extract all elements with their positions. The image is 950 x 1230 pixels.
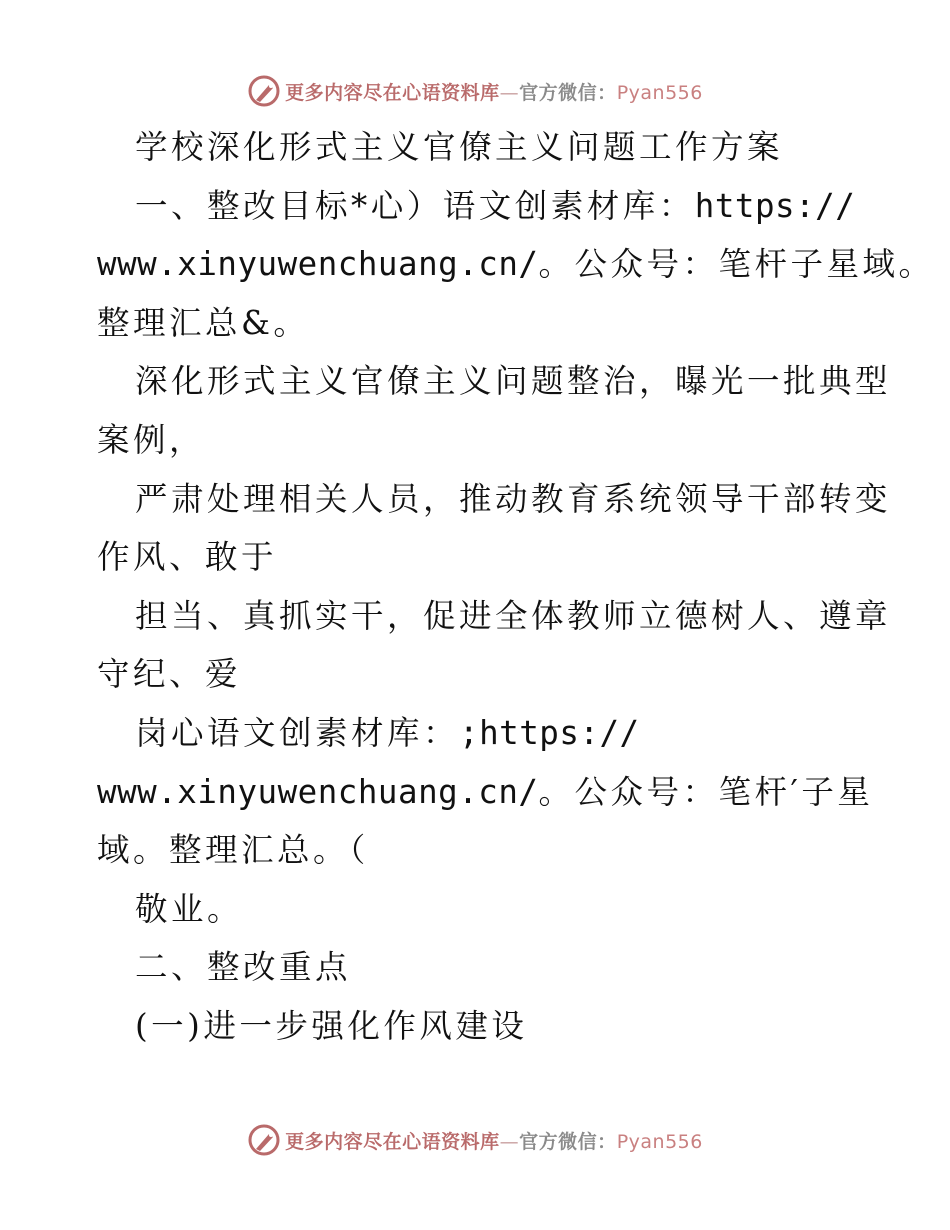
line-text: (一)进一步强化作风建设: [135, 1006, 528, 1045]
text-line: [97, 997, 857, 1056]
text-line: [97, 880, 857, 939]
text-line: [97, 528, 857, 587]
footer-watermark-banner: [0, 1120, 950, 1160]
watermark-dash: —: [499, 1130, 520, 1153]
text-line: [97, 645, 857, 704]
line-text: 案例，: [97, 420, 206, 459]
line-text: 担当、真抓实干，促进全体教师立德树人、遵章: [135, 596, 892, 635]
document-body: [97, 118, 935, 1056]
line-text: 深化形式主义官僚主义问题整治，曝光一批典型: [135, 362, 892, 401]
watermark-main-text: 更多内容尽在心语资料库: [285, 1130, 500, 1153]
text-line: [97, 352, 892, 411]
url-text: www.xinyuwenchuang.cn/: [97, 245, 539, 284]
watermark-wechat-label: 官方微信：: [519, 81, 617, 104]
url-text: ;https://: [459, 713, 640, 752]
line-text: 二、整改重点: [135, 948, 352, 987]
line-text: 整理汇总&。: [97, 303, 310, 342]
line-text: 敬业。: [135, 889, 244, 928]
header-watermark-banner: [0, 71, 950, 111]
text-line: [97, 294, 857, 353]
text-line: [97, 704, 857, 763]
line-text: 一、整改目标*心）语文创素材库：: [135, 186, 695, 225]
text-line: [97, 118, 857, 177]
watermark-text: [285, 78, 703, 105]
watermark-dash: —: [499, 81, 520, 104]
text-line: [97, 821, 857, 880]
line-text: 。公众号：笔杆′子星: [538, 772, 874, 811]
line-text: 守纪、爱: [97, 655, 242, 694]
watermark-wechat-id: Pyan556: [616, 81, 703, 104]
text-line: [97, 470, 892, 529]
url-text: https://: [694, 186, 856, 225]
line-text: 岗心语文创素材库：: [135, 713, 460, 752]
line-text: 域。整理汇总。（: [97, 831, 369, 870]
url-text: www.xinyuwenchuang.cn/: [97, 772, 539, 811]
pen-circle-logo-icon: [247, 1123, 281, 1157]
text-line: [97, 938, 857, 997]
watermark-text: [285, 1127, 703, 1154]
line-text: 严肃处理相关人员，推动教育系统领导干部转变: [135, 479, 892, 518]
text-line: [97, 235, 935, 294]
text-line: [97, 177, 857, 236]
watermark-main-text: 更多内容尽在心语资料库: [285, 81, 500, 104]
pen-circle-logo-icon: [247, 74, 281, 108]
text-line: [97, 763, 874, 822]
text-line: [97, 587, 892, 646]
watermark-wechat-label: 官方微信：: [519, 1130, 617, 1153]
watermark-wechat-id: Pyan556: [616, 1130, 703, 1153]
line-text: 。公众号：笔杆子星域。: [538, 245, 935, 284]
line-text: 作风、敢于: [97, 538, 278, 577]
line-text: 学校深化形式主义官僚主义问题工作方案: [135, 128, 784, 166]
text-line: [97, 411, 857, 470]
